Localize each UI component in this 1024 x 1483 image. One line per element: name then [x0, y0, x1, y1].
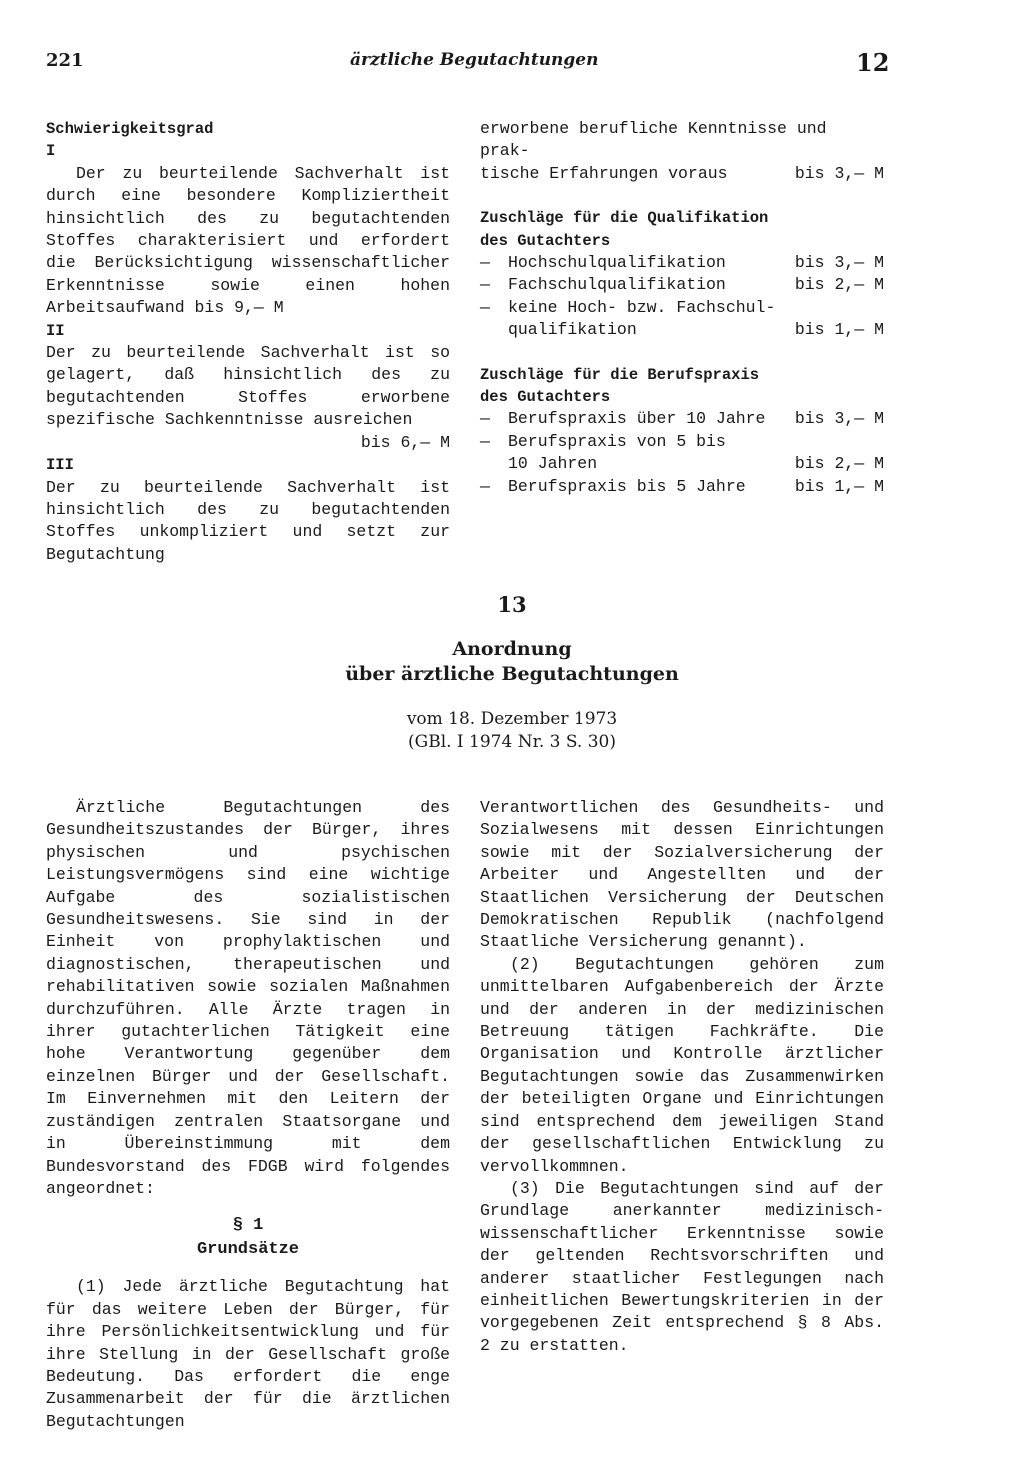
practice-heading-1: Zuschläge für die Berufspraxis [480, 365, 760, 384]
difficulty-row-3 [480, 163, 884, 185]
section-number: 13 [497, 592, 527, 617]
qualification-label: Hochschulqualifikation [508, 253, 726, 273]
qualification-item: — Fachschulqualifikation bis 2,— M [480, 274, 884, 296]
qualification-amount: bis 2,— M [794, 275, 884, 295]
page-number: 221 [46, 50, 84, 71]
practice-item: — Berufspraxis über 10 Jahre bis 3,— M [480, 408, 884, 430]
difficulty-text-2-wrap [46, 342, 450, 452]
practice-item: — Berufspraxis bis 5 Jahre bis 1,— M [480, 476, 884, 498]
running-title: ärztliche Begutachtungen [350, 50, 599, 70]
difficulty-text-1: Der zu beurteilende Sachverhalt ist durch eine besondere Kompliziertheit hinsichtlich des zu begutachtenden Stoffes charakterisiert und erfordert die Berücksichtigung wissenschaftlicher Erkenntnisse sowie einen hohen Arbeitsaufwand bis 9,— M [46, 163, 450, 318]
law-title [0, 637, 1024, 687]
law-left-column [46, 797, 450, 1433]
paragraph-1-text-1-cont: Verantwortlichen des Gesundheits- und Sozialwesens mit dessen Einrichtungen sowie mit der Sozialversicherung der Arbeiter und Angestellten und der Staatlichen Versicherung der Deutschen Demokratischen Republik (nachfolgend Staatliche Versicherung genannt). [480, 798, 884, 952]
practice-label: 10 Jahren [508, 454, 598, 474]
difficulty-text-3-cont-1: erworbene berufliche Kenntnisse und prak- [480, 119, 827, 161]
difficulty-amount-2: bis 6,— M [360, 432, 450, 452]
law-title-line-1: Anordnung [452, 638, 572, 660]
qualification-amount: bis 3,— M [794, 253, 884, 273]
chapter-number: 12 [856, 48, 890, 77]
difficulty-text-3: Der zu beurteilende Sachverhalt ist hinsichtlich des zu begutachtenden Stoffes unkompliziert und setzt zur Begutachtung [46, 477, 450, 564]
difficulty-text-2: Der zu beurteilende Sachverhalt ist so gelagert, daß hinsichtlich des zu begutachtenden Stoffes erworbene spezifische Sachkenntnisse ausreichen [46, 343, 450, 430]
qualification-label: Fachschulqualifikation [508, 275, 726, 295]
law-date [0, 708, 1024, 754]
difficulty-heading: Schwierigkeitsgrad [46, 120, 214, 138]
difficulty-amount-3: bis 3,— M [794, 163, 884, 183]
qualification-item: — keine Hoch- bzw. Fachschul- [480, 297, 884, 319]
qualification-label: qualifikation [508, 320, 637, 340]
law-right-column [480, 797, 884, 1357]
practice-amount: bis 3,— M [794, 409, 884, 429]
practice-amount: bis 2,— M [794, 454, 884, 474]
qualification-heading-2: des Gutachters [480, 231, 611, 250]
qualification-item: — Hochschulqualifikation bis 3,— M [480, 252, 884, 274]
law-date-line-1: vom 18. Dezember 1973 [406, 709, 618, 729]
practice-item: — Berufspraxis von 5 bis [480, 431, 884, 453]
qualification-heading-1: Zuschläge für die Qualifikation [480, 209, 769, 228]
difficulty-text-3-cont-2: tische Erfahrungen voraus [480, 163, 728, 183]
law-date-line-2: (GBl. I 1974 Nr. 3 S. 30) [407, 732, 616, 752]
practice-label: Berufspraxis über 10 Jahre [508, 409, 766, 429]
paragraph-title: Grundsätze [196, 1240, 300, 1260]
paragraph-1-text-1: (1) Jede ärztliche Begutachtung hat für das weitere Leben der Bürger, für ihre Persönlichkeitsentwicklung und für ihre Stellung in der Gesellschaft große Bedeutung. Das erfordert die enge Zusammenarbeit der für die ärztlichen Begutachtungen [46, 1277, 450, 1431]
difficulty-level-3: III [46, 456, 74, 475]
practice-item-cont [480, 453, 884, 475]
qualification-label: keine Hoch- bzw. Fachschul- [508, 297, 776, 317]
practice-label: Berufspraxis bis 5 Jahre [508, 476, 746, 496]
law-title-line-2: über ärztliche Begutachtungen [345, 663, 679, 685]
preamble: Ärztliche Begutachtungen des Gesundheitszustandes der Bürger, ihres physischen und psychischen Leistungsvermögens sind eine wichtige Aufgabe des sozialistischen Gesundheitswesens. Sie sind in der Einheit von prophylaktischen und diagnostischen, therapeutischen und rehabilitativen sowie sozialen Maßnahmen durchzuführen. Alle Ärzte tragen in ihrer gutachterlichen Tätigkeit eine hohe Verantwortung gegenüber dem einzelnen Bürger und der Gesellschaft. Im Einvernehmen mit den Leitern der zuständigen zentralen Staatsorgane und in Übereinstimmung mit dem Bundesvorstand des FDGB wird folgendes angeordnet: [46, 798, 450, 1198]
difficulty-level-1: I [46, 142, 56, 161]
qualification-amount: bis 1,— M [794, 320, 884, 340]
paragraph-number: § 1 [232, 1216, 264, 1236]
practice-label: Berufspraxis von 5 bis [508, 431, 726, 451]
qualification-item-cont [480, 319, 884, 341]
difficulty-column [46, 118, 450, 566]
paragraph-1-text-2: (2) Begutachtungen gehören zum unmittelbaren Aufgabenbereich der Ärzte und der anderen in der medizinischen Betreuung tätigen Fachkräfte. Die Organisation und Kontrolle ärztlicher Begutachtungen sowie das Zusammenwirken der beteiligten Organe und Einrichtungen sind entsprechend dem jeweiligen Stand der gesellschaftlichen Entwicklung zu vervollkommnen. [480, 954, 884, 1176]
practice-amount: bis 1,— M [794, 476, 884, 496]
paragraph-1-text-3: (3) Die Begutachtungen sind auf der Grundlage anerkannter medizinisch-wissenschaftlicher Erkenntnisse sowie der geltenden Rechtsvorschriften und anderer staatlicher Festlegungen nach einheitlichen Bewertungskriterien in der vorgegebenen Zeit entsprechend § 8 Abs. 2 zu erstatten. [480, 1178, 884, 1355]
surcharge-column [480, 118, 884, 498]
difficulty-level-2: II [46, 321, 65, 340]
practice-heading-2: des Gutachters [480, 388, 611, 407]
